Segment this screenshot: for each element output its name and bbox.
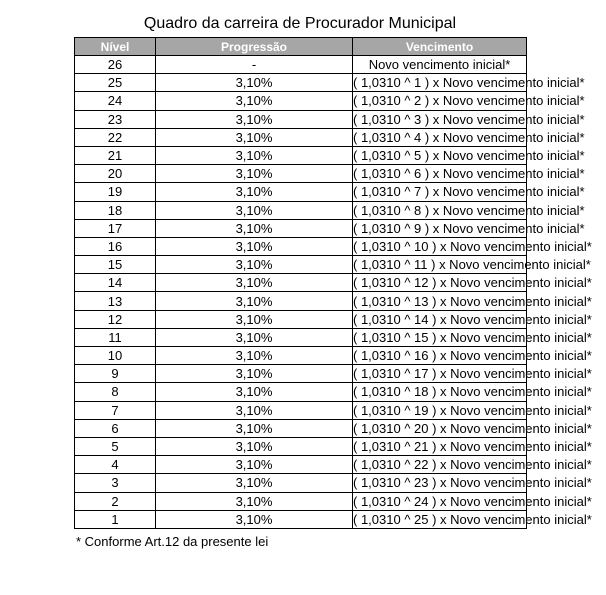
table-row <box>75 474 527 492</box>
cell-progressao: 3,10% <box>156 510 353 528</box>
cell-nivel: 3 <box>75 474 156 492</box>
table-row <box>75 456 527 474</box>
cell-nivel: 19 <box>75 183 156 201</box>
cell-nivel: 17 <box>75 219 156 237</box>
header-row <box>75 38 527 56</box>
cell-nivel: 5 <box>75 437 156 455</box>
cell-progressao: 3,10% <box>156 110 353 128</box>
table-row <box>75 74 527 92</box>
table-row <box>75 274 527 292</box>
cell-vencimento: ( 1,0310 ^ 4 ) x Novo vencimento inicial* <box>353 129 585 145</box>
career-table <box>74 37 592 529</box>
cell-nivel: 9 <box>75 365 156 383</box>
cell-nivel: 4 <box>75 456 156 474</box>
cell-nivel: 16 <box>75 237 156 255</box>
table-row <box>75 292 527 310</box>
cell-progressao: 3,10% <box>156 347 353 365</box>
cell-nivel: 18 <box>75 201 156 219</box>
cell-progressao: 3,10% <box>156 274 353 292</box>
cell-nivel: 12 <box>75 310 156 328</box>
footnote: * Conforme Art.12 da presente lei <box>76 534 269 549</box>
cell-progressao: 3,10% <box>156 292 353 310</box>
cell-progressao: 3,10% <box>156 165 353 183</box>
table-row <box>75 183 527 201</box>
table-row <box>75 128 527 146</box>
cell-progressao: 3,10% <box>156 183 353 201</box>
cell-nivel: 2 <box>75 492 156 510</box>
table-row <box>75 437 527 455</box>
cell-nivel: 11 <box>75 328 156 346</box>
cell-progressao: - <box>156 56 353 74</box>
cell-vencimento: ( 1,0310 ^ 15 ) x Novo vencimento inicial* <box>353 329 592 345</box>
cell-vencimento: ( 1,0310 ^ 3 ) x Novo vencimento inicial* <box>353 111 585 127</box>
table-row <box>75 165 527 183</box>
cell-progressao: 3,10% <box>156 492 353 510</box>
table-row <box>75 310 527 328</box>
cell-vencimento: ( 1,0310 ^ 7 ) x Novo vencimento inicial* <box>353 184 585 200</box>
cell-vencimento: ( 1,0310 ^ 17 ) x Novo vencimento inicial* <box>353 366 592 382</box>
cell-nivel: 21 <box>75 146 156 164</box>
table-row <box>75 383 527 401</box>
cell-nivel: 20 <box>75 165 156 183</box>
cell-nivel: 15 <box>75 256 156 274</box>
table-title: Quadro da carreira de Procurador Municipal <box>143 15 457 32</box>
header-nivel: Nível <box>75 38 156 56</box>
cell-vencimento: ( 1,0310 ^ 23 ) x Novo vencimento inicial* <box>353 475 592 491</box>
cell-vencimento: ( 1,0310 ^ 22 ) x Novo vencimento inicial* <box>353 457 592 473</box>
header-vencimento: Vencimento <box>353 38 527 56</box>
table-row <box>75 110 527 128</box>
cell-vencimento: ( 1,0310 ^ 18 ) x Novo vencimento inicial* <box>353 384 592 400</box>
cell-progressao: 3,10% <box>156 437 353 455</box>
cell-nivel: 22 <box>75 128 156 146</box>
cell-progressao: 3,10% <box>156 92 353 110</box>
cell-progressao: 3,10% <box>156 219 353 237</box>
cell-vencimento: ( 1,0310 ^ 14 ) x Novo vencimento inicial* <box>353 311 592 327</box>
table-row <box>75 492 527 510</box>
cell-vencimento: ( 1,0310 ^ 16 ) x Novo vencimento inicial* <box>353 348 592 364</box>
cell-progressao: 3,10% <box>156 474 353 492</box>
cell-vencimento: ( 1,0310 ^ 19 ) x Novo vencimento inicial* <box>353 402 592 418</box>
table-body <box>75 56 592 529</box>
cell-vencimento: ( 1,0310 ^ 12 ) x Novo vencimento inicial* <box>353 275 592 291</box>
table-row <box>75 401 527 419</box>
cell-vencimento: ( 1,0310 ^ 1 ) x Novo vencimento inicial* <box>353 75 585 91</box>
table-row <box>75 146 527 164</box>
cell-progressao: 3,10% <box>156 419 353 437</box>
cell-vencimento: ( 1,0310 ^ 5 ) x Novo vencimento inicial* <box>353 148 585 164</box>
cell-vencimento: ( 1,0310 ^ 25 ) x Novo vencimento inicial* <box>353 511 592 527</box>
cell-progressao: 3,10% <box>156 74 353 92</box>
header-progressao: Progressão <box>156 38 353 56</box>
cell-vencimento: ( 1,0310 ^ 2 ) x Novo vencimento inicial* <box>353 93 585 109</box>
cell-nivel: 8 <box>75 383 156 401</box>
cell-progressao: 3,10% <box>156 383 353 401</box>
cell-nivel: 13 <box>75 292 156 310</box>
cell-vencimento: ( 1,0310 ^ 13 ) x Novo vencimento inicial* <box>353 293 592 309</box>
table-row <box>75 365 527 383</box>
cell-vencimento: ( 1,0310 ^ 8 ) x Novo vencimento inicial* <box>353 202 585 218</box>
cell-progressao: 3,10% <box>156 256 353 274</box>
cell-vencimento: ( 1,0310 ^ 21 ) x Novo vencimento inicial* <box>353 439 592 455</box>
cell-nivel: 14 <box>75 274 156 292</box>
cell-nivel: 25 <box>75 74 156 92</box>
cell-vencimento: ( 1,0310 ^ 10 ) x Novo vencimento inicial* <box>353 238 592 254</box>
cell-vencimento: ( 1,0310 ^ 24 ) x Novo vencimento inicial* <box>353 493 592 509</box>
cell-nivel: 23 <box>75 110 156 128</box>
cell-progressao: 3,10% <box>156 456 353 474</box>
cell-nivel: 10 <box>75 347 156 365</box>
cell-nivel: 24 <box>75 92 156 110</box>
cell-progressao: 3,10% <box>156 128 353 146</box>
table-row <box>75 347 527 365</box>
cell-progressao: 3,10% <box>156 201 353 219</box>
cell-progressao: 3,10% <box>156 365 353 383</box>
cell-progressao: 3,10% <box>156 310 353 328</box>
cell-vencimento: ( 1,0310 ^ 9 ) x Novo vencimento inicial* <box>353 220 585 236</box>
table-row <box>75 92 527 110</box>
table-row <box>75 256 527 274</box>
cell-vencimento: ( 1,0310 ^ 11 ) x Novo vencimento inicial* <box>353 257 591 273</box>
cell-nivel: 1 <box>75 510 156 528</box>
cell-progressao: 3,10% <box>156 237 353 255</box>
cell-progressao: 3,10% <box>156 401 353 419</box>
cell-vencimento: Novo vencimento inicial* <box>353 56 527 74</box>
table-row <box>75 510 527 528</box>
table-row <box>75 419 527 437</box>
table-row <box>75 328 527 346</box>
table-header <box>75 38 527 56</box>
cell-nivel: 6 <box>75 419 156 437</box>
cell-progressao: 3,10% <box>156 146 353 164</box>
table-row <box>75 219 527 237</box>
cell-nivel: 26 <box>75 56 156 74</box>
table-row <box>75 56 527 74</box>
cell-vencimento: ( 1,0310 ^ 6 ) x Novo vencimento inicial* <box>353 166 585 182</box>
table-row <box>75 237 527 255</box>
cell-vencimento: ( 1,0310 ^ 20 ) x Novo vencimento inicial* <box>353 420 592 436</box>
cell-nivel: 7 <box>75 401 156 419</box>
cell-progressao: 3,10% <box>156 328 353 346</box>
table-row <box>75 201 527 219</box>
